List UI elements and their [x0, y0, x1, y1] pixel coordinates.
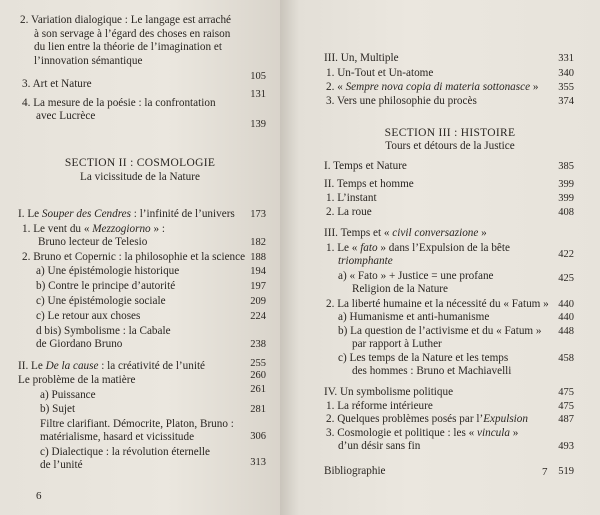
- left-page-ref: 260: [250, 370, 266, 381]
- right-page-ref: 399: [558, 193, 574, 204]
- left-page-ref: 238: [250, 339, 266, 350]
- left-toc-line: matérialisme, hasard et vicissitude: [40, 431, 195, 443]
- right-toc-line: III. Temps et « civil conversazione »: [324, 227, 487, 239]
- right-page-number: 7: [542, 466, 548, 478]
- right-toc-line: 2. La liberté humaine et la nécessité du « Fatum »: [326, 298, 549, 310]
- right-toc-line: des hommes : Bruno et Machiavelli: [352, 365, 512, 377]
- left-toc-line: 4. La mesure de la poésie : la confrontation: [22, 97, 216, 109]
- left-toc-line: La vicissitude de la Nature: [80, 171, 200, 183]
- left-page: [0, 0, 280, 515]
- left-toc-line: l’innovation sémantique: [34, 55, 143, 67]
- left-toc-line: Le problème de la matière: [18, 374, 136, 386]
- right-page-ref: 340: [558, 68, 574, 79]
- left-toc-line: II. Le De la cause : la créativité de l’unité: [18, 360, 206, 372]
- right-toc-line: SECTION III : HISTOIRE: [384, 127, 516, 139]
- left-toc-line: a) Puissance: [40, 389, 96, 401]
- right-toc-line: 2. Quelques problèmes posés par l’Expulsion: [326, 413, 528, 425]
- left-page-ref: 188: [250, 252, 266, 263]
- right-toc-line: Religion de la Nature: [352, 283, 448, 295]
- right-page-ref: 422: [558, 249, 574, 260]
- left-page-ref: 261: [250, 384, 266, 395]
- right-page: [280, 0, 600, 515]
- left-toc-line: c) Le retour aux choses: [36, 310, 141, 322]
- right-toc-line: I. Temps et Nature: [324, 160, 407, 172]
- right-toc-line: 3. Vers une philosophie du procès: [326, 95, 477, 107]
- right-toc-line: 2. La roue: [326, 206, 372, 218]
- right-page-ref: 458: [558, 353, 574, 364]
- right-page-ref: 331: [558, 53, 574, 64]
- right-toc-line: 2. « Sempre nova copia di materia sottonasce »: [326, 81, 539, 93]
- left-toc-line: 2. Bruno et Copernic : la philosophie et la science: [22, 251, 246, 263]
- left-page-ref: 173: [250, 209, 266, 220]
- right-toc-line: IV. Un symbolisme politique: [324, 386, 454, 398]
- left-page-ref: 139: [250, 119, 266, 130]
- left-toc-line: d bis) Symbolisme : la Cabale: [36, 325, 171, 337]
- left-page-ref: 131: [250, 89, 266, 100]
- left-page-ref: 281: [250, 404, 266, 415]
- right-page-ref: 425: [558, 273, 574, 284]
- right-page-ref: 374: [558, 96, 574, 107]
- right-toc-line: 1. Le « fato » dans l’Expulsion de la bête: [326, 242, 510, 254]
- right-page-ref: 493: [558, 441, 574, 452]
- left-toc-line: c) Dialectique : la révolution éternelle: [40, 446, 210, 458]
- right-page-ref: 440: [558, 312, 574, 323]
- right-toc-line: a) « Fato » + Justice = une profane: [338, 270, 494, 282]
- right-toc-line: b) La question de l’activisme et du « Fatum »: [338, 325, 542, 337]
- left-toc-line: 3. Art et Nature: [22, 78, 92, 90]
- left-toc-line: de l’unité: [40, 459, 83, 471]
- left-toc-line: de Giordano Bruno: [36, 338, 123, 350]
- left-toc-line: SECTION II : COSMOLOGIE: [64, 157, 216, 169]
- left-page-ref: 224: [250, 311, 266, 322]
- right-page-ref: 408: [558, 207, 574, 218]
- right-toc-line: d’un désir sans fin: [338, 440, 421, 452]
- left-toc-line: b) Sujet: [40, 403, 76, 415]
- left-page-ref: 182: [250, 237, 266, 248]
- left-toc-line: Bruno lecteur de Telesio: [38, 236, 148, 248]
- left-toc-line: du lien entre la théorie de l’imagination et: [34, 41, 222, 53]
- left-toc-line: I. Le Souper des Cendres : l’infinité de l’univers: [18, 208, 235, 220]
- left-toc-line: a) Une épistémologie historique: [36, 265, 180, 277]
- right-toc-line: par rapport à Luther: [352, 338, 442, 350]
- right-toc-line: Bibliographie: [324, 465, 386, 477]
- left-page-number: 6: [36, 490, 42, 502]
- left-page-ref: 209: [250, 296, 266, 307]
- right-toc-line: II. Temps et homme: [324, 178, 414, 190]
- right-toc-line: a) Humanisme et anti-humanisme: [338, 311, 490, 323]
- left-toc-line: 2. Variation dialogique : Le langage est arraché: [20, 14, 232, 26]
- left-toc-line: b) Contre le principe d’autorité: [36, 280, 176, 292]
- right-page-ref: 448: [558, 326, 574, 337]
- left-toc-line: c) Une épistémologie sociale: [36, 295, 166, 307]
- right-page-ref: 475: [558, 387, 574, 398]
- right-toc-line: 3. Cosmologie et politique : les « vincula »: [326, 427, 519, 439]
- right-toc-line: Tours et détours de la Justice: [385, 140, 515, 152]
- left-toc-line: à son servage à l’égard des choses en raison: [34, 28, 231, 40]
- left-toc-line: avec Lucrèce: [36, 110, 96, 122]
- right-page-ref: 440: [558, 299, 574, 310]
- left-toc-line: 1. Le vent du « Mezzogiorno » :: [22, 223, 165, 235]
- left-page-ref: 197: [250, 281, 266, 292]
- right-toc-line: III. Un, Multiple: [324, 52, 399, 64]
- right-page-ref: 487: [558, 414, 574, 425]
- left-page-ref: 194: [250, 266, 266, 277]
- right-toc-line: 1. L’instant: [326, 192, 377, 204]
- left-page-ref: 255: [250, 358, 266, 369]
- left-page-ref: 306: [250, 431, 266, 442]
- left-page-ref: 105: [250, 71, 266, 82]
- left-toc-line: Filtre clarifiant. Démocrite, Platon, Bruno :: [40, 418, 234, 430]
- right-toc-line: triomphante: [338, 255, 393, 267]
- right-page-ref: 519: [558, 466, 574, 477]
- right-toc-line: c) Les temps de la Nature et les temps: [338, 352, 509, 364]
- right-toc-line: 1. Un-Tout et Un-atome: [326, 67, 434, 79]
- right-page-ref: 475: [558, 401, 574, 412]
- right-page-ref: 355: [558, 82, 574, 93]
- right-page-ref: 385: [558, 161, 574, 172]
- right-toc-line: 1. La réforme intérieure: [326, 400, 433, 412]
- right-page-ref: 399: [558, 179, 574, 190]
- left-page-ref: 313: [250, 457, 266, 468]
